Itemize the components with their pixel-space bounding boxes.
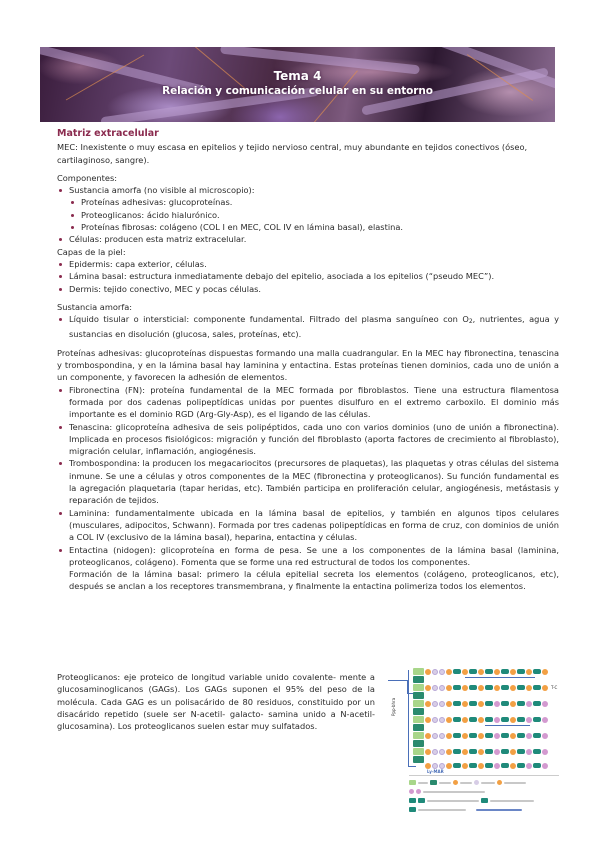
legend-swatch-icon: [416, 789, 421, 794]
componentes-label: Componentes:: [57, 172, 118, 183]
adhesivas-paragraph: Proteínas adhesivas: glucoproteínas dispuestas formando una malla cuadrangular. En la MEC hay fibronectina, tenascina y trombospondina, y en la lámina basal hay laminina y entactina. Estas proteínas tienen dominios, cada uno de unión a un componente, y favorecen la adhesión de elementos.: [57, 347, 559, 383]
list-item-trombospondina: Trombospondina: la producen los megacariocitos (precursores de plaquetas), las plaquetas y otras células del sistema inmune. Se une a células y otros componentes de la MEC (fibronectina y proteoglicanos). Su función fundamental es la agregación plaquetaria (tapar heridas, etc). También participa en proliferación celular, angiogénesis, metástasis y reparación de tejidos.: [57, 457, 559, 506]
intro-paragraph: MEC: Inexistente o muy escasa en epitelios y tejido nervioso central, muy abundante en tejidos conectivos (óseo, cartilaginoso, sangre).: [57, 142, 528, 165]
core-unit-icon: [413, 716, 424, 723]
core-unit-icon: [413, 668, 424, 675]
core-unit-icon: [413, 700, 424, 707]
legend-swatch-icon: [474, 780, 479, 785]
legend-swatch-icon: [409, 789, 414, 794]
gag-chain: [425, 732, 549, 739]
gag-chain: [425, 716, 549, 723]
core-unit-icon: [413, 756, 424, 763]
diagram-axis: [408, 670, 409, 766]
adhesivas-list: [57, 384, 559, 568]
core-unit-icon: [413, 676, 424, 683]
formacion-paragraph: Formación de la lámina basal: primero la célula epitelial secreta los elementos (colágeno, proteoglicanos, etc), después se anclan a los receptores transmembrana, y finalmente la entactina polimeriza todos los elementos.: [69, 569, 559, 592]
diagram-bottom-label: Ly-MAR: [427, 769, 444, 774]
diagram-legend: [409, 775, 559, 817]
list-item: [57, 313, 559, 341]
legend-row: [409, 787, 559, 796]
list-item: Sustancia amorfa (no visible al microscopio):: [57, 184, 559, 196]
list-item-tenascina: Tenascina: glicoproteína adhesiva de seis polipéptidos, cada uno con varios dominios (uno de unión a fibronectina). Implicada en procesos fisiológicos: migración y función del fibroblasto (aporta factores de crecimiento al fibroblasto), migración celular, inflamación, angiogénesis.: [57, 421, 559, 458]
list-item-text: , nutrientes, agua y sustancias en disolución (glucosa, sales, proteínas, etc).: [69, 314, 559, 340]
gag-chain: [425, 762, 549, 769]
subscript: 2: [468, 318, 473, 326]
list-item: Dermis: tejido conectivo, MEC y pocas células.: [57, 283, 559, 295]
page-title: Tema 4: [273, 69, 322, 83]
gag-chain: [425, 748, 549, 755]
list-item: Epidermis: capa exterior, células.: [57, 258, 559, 270]
diagram-vertical-label: Ppp-bhra: [391, 697, 396, 716]
sustancia-sublist: [69, 196, 559, 233]
core-unit-icon: [413, 748, 424, 755]
list-item: Lámina basal: estructura inmediatamente debajo del epitelio, asociada a los epitelios (“pseudo MEC”).: [57, 270, 559, 282]
list-item-text: Líquido tisular o intersticial: componente fundamental. Filtrado del plasma sanguíneo con O: [69, 314, 469, 325]
section-heading: Matriz extracelular: [57, 128, 159, 139]
legend-swatch-icon: [418, 798, 425, 803]
legend-swatch-icon: [430, 780, 437, 785]
core-unit-icon: [413, 724, 424, 731]
componentes-list-cont: [57, 233, 559, 245]
proteoglycan-diagram: [385, 668, 560, 818]
legend-credit: [476, 809, 522, 811]
list-item-fibronectina: Fibronectina (FN): proteína fundamental de la MEC formada por fibroblastos. Tiene una estructura filamentosa formada por dos cadenas polipeptídicas unidas por puentes disulfuro en el extremo carboxilo. El dominio más importante es el dominio RGD (Arg-Gly-Asp), es el ligando de las células.: [57, 384, 559, 421]
diagram-axis: [408, 766, 416, 767]
page-subtitle: Relación y comunicación celular en su entorno: [162, 85, 433, 97]
list-item: Proteoglicanos: ácido hialurónico.: [69, 209, 559, 221]
chain-tag: T-C: [551, 685, 558, 690]
core-protein-column: [413, 668, 425, 764]
core-unit-icon: [413, 732, 424, 739]
list-item: Células: producen esta matriz extracelular.: [57, 233, 559, 245]
core-unit-icon: [413, 708, 424, 715]
proteoglicanos-paragraph: Proteoglicanos: eje proteico de longitud variable unido covalente- mente a glucosaminoglicanos (GAGs). Los GAGs suponen el 95% del peso de la molécula. Cada GAG es un polisacárido de 80 residuos, constituido por un disacárido repetido (suele ser N-acetil- galacto- samina unido a N-acetil-glucosamina). Los proteoglicanos suelen estar muy sulfatados.: [57, 672, 375, 732]
core-unit-icon: [413, 692, 424, 699]
gag-chain: [425, 684, 549, 691]
legend-swatch-icon: [481, 798, 488, 803]
diagram-bracket: [388, 680, 408, 694]
list-item: Proteínas fibrosas: colágeno (COL I en MEC, COL IV en lámina basal), elastina.: [69, 221, 559, 233]
legend-row: [409, 796, 559, 805]
componentes-list: [57, 184, 559, 196]
core-unit-icon: [413, 684, 424, 691]
list-item-laminina: Laminina: fundamentalmente ubicada en la lámina basal de epitelios, y también en algunos tipos celulares (musculares, adipocitos, Schwann). Formada por tres cadenas polipeptídicas en forma de cruz, con dominios de unión a COL IV (exclusivo de la lámina basal), heparina, entactina y células.: [57, 507, 559, 544]
legend-row: [409, 778, 559, 787]
legend-row: [409, 805, 559, 814]
repeat-marker: [485, 725, 530, 726]
capas-list: [57, 258, 559, 295]
legend-swatch-icon: [453, 780, 458, 785]
gag-chain: [425, 700, 549, 707]
legend-swatch-icon: [409, 798, 416, 803]
list-item-entactina: Entactina (nidogen): glicoproteína en forma de pesa. Se une a los componentes de la lámina basal (laminina, proteoglicanos, colágeno). Fomenta que se forme una red estructural de todos los componentes.: [57, 544, 559, 569]
amorfa-label: Sustancia amorfa:: [57, 301, 133, 312]
document-body: [57, 128, 559, 593]
header-banner: [40, 47, 555, 122]
list-item: Proteínas adhesivas: glucoproteínas.: [69, 196, 559, 208]
core-unit-icon: [413, 740, 424, 747]
capas-label: Capas de la piel:: [57, 246, 126, 257]
gag-chain: [425, 668, 549, 675]
legend-swatch-icon: [409, 780, 416, 785]
repeat-marker: [465, 677, 535, 678]
legend-swatch-icon: [409, 807, 416, 812]
amorfa-list: [57, 313, 559, 341]
legend-swatch-icon: [497, 780, 502, 785]
